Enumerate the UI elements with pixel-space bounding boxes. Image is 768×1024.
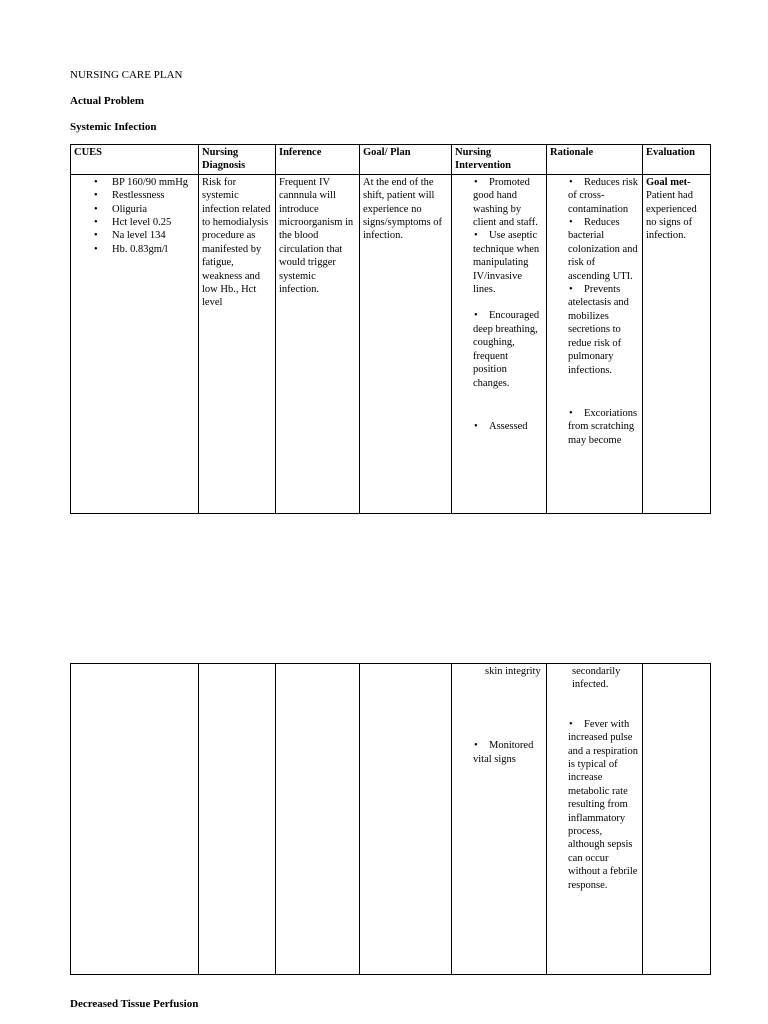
evaluation-cell [643,174,711,513]
list-item: • Hct level 0.25 [74,216,195,229]
intervention-list [455,176,543,434]
section-heading: Actual Problem [70,95,145,107]
rationale-cell [547,664,643,975]
care-plan-table-page1 [70,144,711,514]
inference-cell: Frequent IV cannnula will introduce microorganism in the blood circulation that would trigger systemic infection. [276,174,360,513]
intervention-list [455,739,543,766]
goal-cell: At the end of the shift, patient will experience no signs/symptoms of infection. [360,174,452,513]
diagnosis-cell: Risk for systemic infection related to hemodialysis procedure as manifested by fatigue, weakness and low Hb., Hct level [199,174,276,513]
list-item: • Monitored vital signs [455,739,543,766]
list-item: • Promoted good hand washing by client and staff. [455,176,543,230]
table-row [71,664,711,975]
evaluation-cell [643,664,711,975]
next-problem-heading: Decreased Tissue Perfusion [70,998,199,1010]
intervention-cell [452,174,547,513]
intervention-cell [452,664,547,975]
list-item: • Fever with increased pulse and a respiration is typical of increase metabolic rate resulting from inflammatory process, although sepsis can occur without a febrile response. [550,718,639,892]
rationale-list [550,718,639,892]
rationale-list [550,176,639,447]
evaluation-text: Patient had experienced no signs of infection. [646,190,697,242]
problem-heading: Systemic Infection [70,121,157,133]
list-item: • Hb. 0.83gm/l [74,243,195,256]
inference-cell [276,664,360,975]
table-header-row [71,145,711,175]
header-nursing-diagnosis: Nursing Diagnosis [199,145,276,175]
document-title: NURSING CARE PLAN [70,69,183,81]
rationale-continued: secondarily infected. [572,666,621,691]
table-row [71,174,711,513]
header-inference: Inference [276,145,360,175]
list-item: • Oliguria [74,203,195,216]
list-item: • Use aseptic technique when manipulating IV/invasive lines. [455,229,543,296]
cues-cell [71,174,199,513]
header-nursing-intervention: Nursing Intervention [452,145,547,175]
care-plan-table-page2 [70,663,711,975]
list-item: • Assessed [455,420,543,433]
header-evaluation: Evaluation [643,145,711,175]
header-cues: CUES [71,145,199,175]
diagnosis-cell [199,664,276,975]
goal-cell [360,664,452,975]
intervention-continued: skin integrity [485,666,541,677]
list-item: • BP 160/90 mmHg [74,176,195,189]
list-item: • Reduces bacterial colonization and risk of ascending UTI. [550,216,639,283]
rationale-cell [547,174,643,513]
list-item: • Na level 134 [74,229,195,242]
list-item: • Excoriations from scratching may become [550,407,639,447]
cues-list [74,176,195,256]
evaluation-label: Goal met- [646,176,691,188]
list-item: • Restlessness [74,189,195,202]
list-item: • Reduces risk of cross-contamination [550,176,639,216]
header-rationale: Rationale [547,145,643,175]
cues-cell [71,664,199,975]
list-item: • Encouraged deep breathing, coughing, frequent position changes. [455,309,543,389]
header-goal-plan: Goal/ Plan [360,145,452,175]
list-item: • Prevents atelectasis and mobilizes secretions to redue risk of pulmonary infections. [550,283,639,377]
